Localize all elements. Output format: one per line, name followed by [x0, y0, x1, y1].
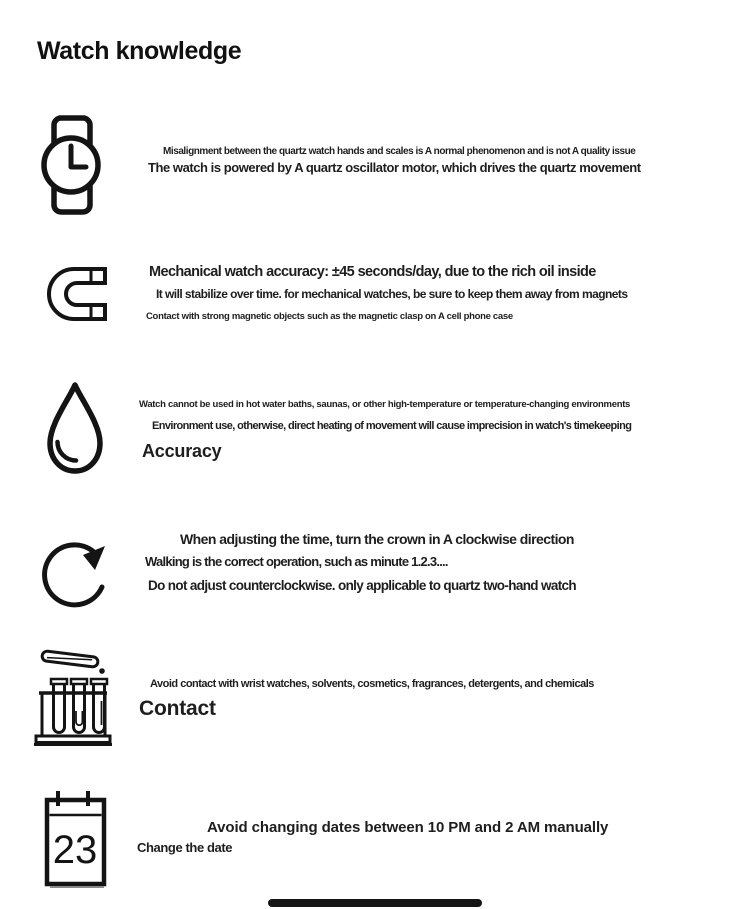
magnet-icon [44, 264, 108, 324]
info-line: Environment use, otherwise, direct heating of movement will cause imprecision in watch's timekeeping [152, 420, 632, 432]
info-line: Avoid contact with wrist watches, solvents, cosmetics, fragrances, detergents, and chemicals [150, 678, 594, 690]
info-line: When adjusting the time, turn the crown in A clockwise direction [180, 531, 574, 547]
page-title: Watch knowledge [37, 37, 242, 65]
test-tubes-icon [34, 643, 112, 747]
info-line: The watch is powered by A quartz oscillator motor, which drives the quartz movement [148, 160, 641, 175]
info-line: Misalignment between the quartz watch hands and scales is A normal phenomenon and is not A quality issue [163, 146, 636, 157]
info-line: Walking is the correct operation, such as minute 1.2.3.... [145, 554, 448, 569]
info-line: Do not adjust counterclockwise. only applicable to quartz two-hand watch [148, 578, 577, 593]
clockwise-arrow-icon [42, 524, 110, 616]
info-line: Contact with strong magnetic objects such as the magnetic clasp on A cell phone case [146, 311, 513, 322]
info-line: Avoid changing dates between 10 PM and 2 AM manually [207, 819, 609, 836]
calendar-day-number: 23 [52, 828, 98, 872]
water-drop-icon [42, 380, 108, 476]
section-heading-accuracy: Accuracy [142, 441, 222, 461]
section-heading-contact: Contact [139, 697, 216, 720]
section-heading-change-date: Change the date [137, 840, 233, 855]
wristwatch-icon [40, 115, 102, 215]
info-line: Watch cannot be used in hot water baths, saunas, or other high-temperature or temperature-changing environments [139, 399, 631, 410]
home-indicator [268, 899, 482, 907]
info-line: Mechanical watch accuracy: ±45 seconds/day, due to the rich oil inside [149, 264, 596, 280]
calendar-icon [40, 789, 110, 891]
info-line: It will stabilize over time. for mechanical watches, be sure to keep them away from magnets [156, 287, 628, 301]
